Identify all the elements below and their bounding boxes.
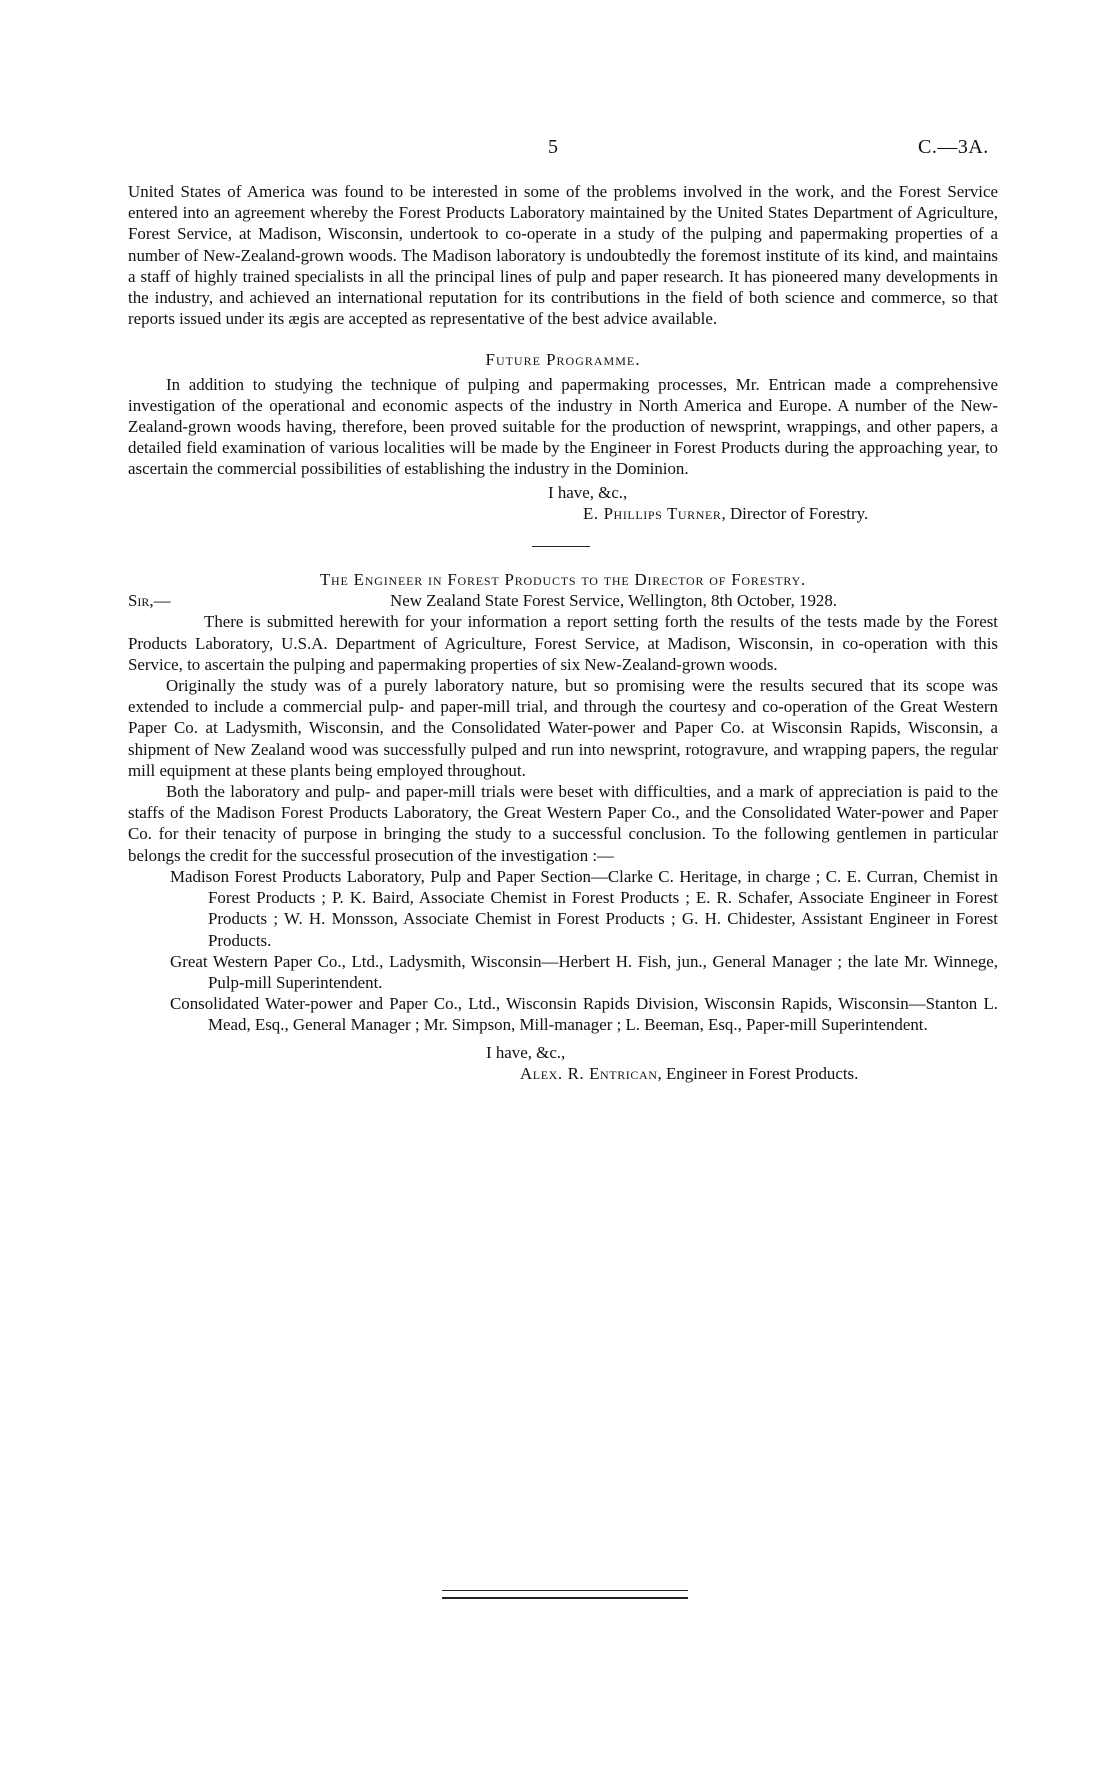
- director-name: E. Phillips Turner: [583, 503, 722, 523]
- future-programme-heading: Future Programme.: [485, 350, 641, 370]
- letter-paragraph-3: Both the laboratory and pulp- and paper-mill trials were beset with difficulties, and a mark of appreciation is paid to the staffs of the Madison Forest Products Laboratory, the Great Western Paper Co., and the Consolidated Water-power and Paper Co. for their tenacity of purpose in bringing the study to a successful conclusion. To the following gentlemen in particular belongs the credit for the successful prosecution of the investigation :—: [128, 782, 998, 865]
- director-signature: [128, 503, 998, 524]
- document-reference: C.—3A.: [918, 136, 989, 158]
- letter-paragraph-1: There is submitted herewith for your information a report setting forth the results of the tests made by the Forest Products Laboratory, U.S.A. Department of Agriculture, Forest Service, at Madison, Wisconsin, in co-operation with this Service, to ascertain the pulping and papermaking properties of six New-Zealand-grown woods.: [128, 612, 998, 674]
- credit-great-western: Great Western Paper Co., Ltd., Ladysmith, Wisconsin—Herbert H. Fish, jun., General Manager ; the late Mr. Winnege, Pulp-mill Superintendent.: [170, 951, 998, 992]
- page-body: [128, 181, 998, 1084]
- credit-madison-laboratory: Madison Forest Products Laboratory, Pulp and Paper Section—Clarke C. Heritage, in charge ; C. E. Curran, Chemist in Forest Products ; P. K. Baird, Associate Chemist in Forest Products ; E. R. Schafer, Associate Engineer in Forest Products ; W. H. Monsson, Associate Chemist in Forest Products ; G. H. Chidester, Assistant Engineer in Forest Products.: [170, 866, 998, 950]
- engineer-title: , Engineer in Forest Products.: [657, 1063, 859, 1083]
- letter-paragraph-2: Originally the study was of a purely laboratory nature, but so promising were the results secured that its scope was extended to include a commercial pulp- and paper-mill trial, and through the courtesy and co-operation of the Great Western Paper Co. at Ladysmith, Wisconsin, and the Consolidated Water-power and Paper Co. at Wisconsin Rapids, Wisconsin, a shipment of New Zealand wood was successfully pulped and run into newsprint, rotogravure, and wrapping papers, the regular mill equipment at these plants being employed throughout.: [128, 676, 998, 780]
- letter-address-date: New Zealand State Forest Service, Wellington, 8th October, 1928.: [390, 591, 838, 611]
- letter-title: The Engineer in Forest Products to the Director of Forestry.: [319, 570, 807, 590]
- engineer-name: Alex. R. Entrican: [520, 1063, 658, 1083]
- future-programme-paragraph: In addition to studying the technique of pulping and papermaking processes, Mr. Entrican made a comprehensive investigation of the operational and economic aspects of the industry in North America and Europe. A number of the New-Zealand-grown woods having, therefore, been proved suitable for the production of newsprint, wrappings, and other papers, a detailed field examination of various localities will be made by the Engineer in Forest Products during the approaching year, to ascertain the commercial possibilities of establishing the industry in the Dominion.: [128, 374, 998, 479]
- intro-paragraph: United States of America was found to be interested in some of the problems involved in the work, and the Forest Service entered into an agreement whereby the Forest Products Laboratory maintained by the United States Department of Agriculture, Forest Service, at Madison, Wisconsin, undertook to co-operate in a study of the pulping and papermaking properties of a number of New-Zealand-grown woods. The Madison laboratory is undoubtedly the foremost institute of its kind, and maintains a staff of highly trained specialists in all the principal lines of pulp and paper research. It has pioneered many developments in the industry, and achieved an international reputation for its contributions in the field of both science and commerce, so that reports issued under its ægis are accepted as representative of the best advice available.: [128, 182, 998, 329]
- director-title: , Director of Forestry.: [721, 503, 869, 523]
- engineer-closing: I have, &c.,: [486, 1042, 566, 1062]
- letter-salutation-row: [128, 590, 998, 611]
- credit-consolidated: Consolidated Water-power and Paper Co., Ltd., Wisconsin Rapids Division, Wisconsin Rapids, Wisconsin—Stanton L. Mead, Esq., General Manager ; Mr. Simpson, Mill-manager ; L. Beeman, Esq., Paper-mill Superintendent.: [170, 994, 998, 1035]
- letter-salutation: Sir,—: [128, 591, 171, 611]
- page-number: 5: [548, 136, 558, 158]
- engineer-signature: [128, 1063, 998, 1084]
- end-double-rule: [442, 1590, 688, 1599]
- director-closing: I have, &c.,: [548, 482, 628, 502]
